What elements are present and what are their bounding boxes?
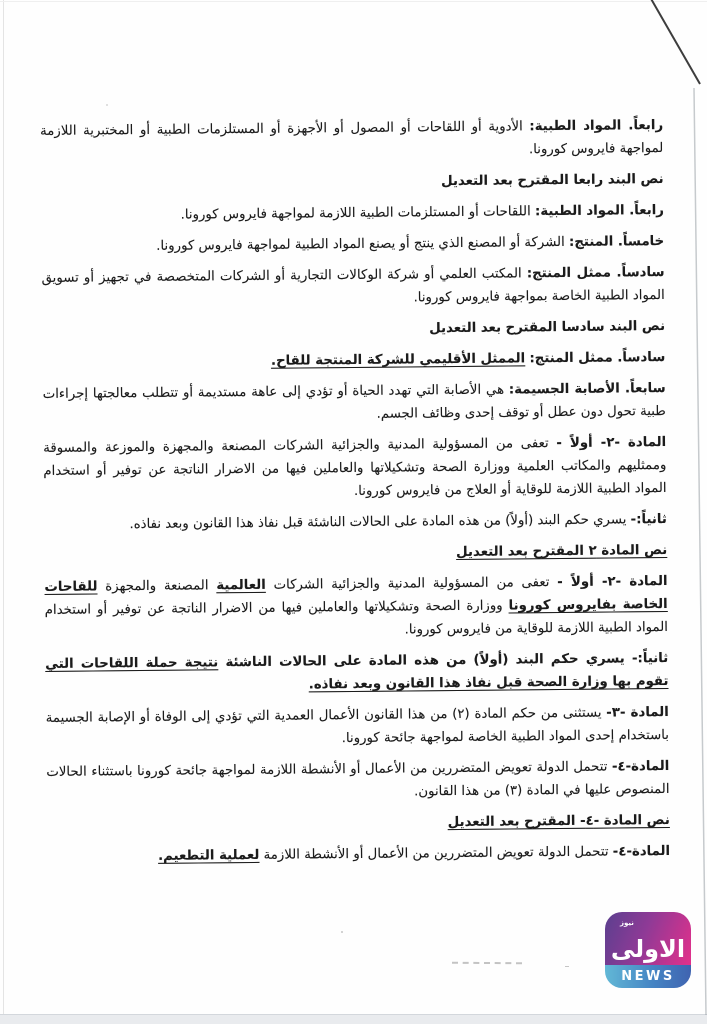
text-segment: يسري حكم البند (أولاً) من هذه المادة على الحالات الناشئة قبل نفاذ هذا القانون وبعد نفاذه. (129, 512, 631, 533)
text-segment: الممثل الأقليمي للشركة المنتجة للقاح. (270, 351, 526, 369)
text-segment: نص البند رابعا المقترح بعد التعديل (440, 171, 664, 190)
clause-seventh (43, 377, 666, 429)
logo-big-text: الاولى (610, 935, 686, 963)
text-segment: نتيجة حملة اللقاحات التي تقوم بها وزارة الصحة قبل نفاذ هذا القانون وبعد نفاذه. (45, 655, 669, 693)
scan-speck (341, 931, 343, 933)
scan-speck (106, 104, 108, 106)
text-segment: نص المادة ٢ المقترح بعد التعديل (456, 542, 668, 561)
heading-clause-sixth-amended (42, 315, 665, 344)
text-segment: المادة-٤- (612, 843, 671, 860)
text-segment: ووزارة الصحة وتشكيلاتها والعاملين فيها من الاضرار الناتجة عن توفير أو استخدام المواد الطبية اللازمة للوقاية من فايروس كورونا. (44, 598, 669, 638)
scan-speck (565, 966, 569, 967)
heading-clause-fourth-amended (41, 168, 664, 197)
text-segment: ثانياً:- (631, 650, 669, 667)
heading-article-2-amended (44, 539, 667, 568)
article-3 (46, 701, 669, 753)
text-segment: الأدوية أو اللقاحات أو المصول أو الأجهزة أو المستلزمات الطبية أو المختبرية اللازمة لمواجهة فايروس كورونا. (40, 119, 664, 158)
text-segment: تعفى من المسؤولية المدنية والجزائية الشركات المصنعة والمجهزة والموزعة والمسوقة وممثليهم والمكاتب العلمية ووزارة الصحة وتشكيلاتها والعاملين فيها من الاضرار الناتجة عن توفير أو استخدام المواد الطبية اللازمة للوقاية أو العلاج من فايروس كورونا. (43, 436, 667, 499)
text-segment: تتحمل الدولة تعويض المتضررين من الأعمال أو الأنشطة اللازمة لمواجهة جائحة كورونا باستثناء الحالات المنصوص عليها في المادة (٣) من هذا القانون. (46, 759, 670, 800)
page-edge-top (0, 1, 707, 2)
document-body (40, 114, 670, 877)
photo-bottom-strip (0, 1014, 707, 1024)
article-2-second-amended (45, 647, 668, 699)
text-segment: نص المادة -٤- المقترح بعد التعديل (447, 812, 670, 831)
clause-sixth-amended (42, 346, 665, 375)
text-segment: المصنعة والمجهزة (97, 578, 217, 595)
text-segment: سادساً. ممثل المنتج: (526, 264, 665, 282)
text-segment: خامساً. المنتج: (568, 233, 665, 250)
text-segment: المادة -٢- أولاً - (557, 573, 668, 591)
logo-small-text: نيوز (620, 919, 634, 927)
page-edge-left (3, 0, 4, 1024)
text-segment: يسري حكم البند (أولاً) من هذه المادة على الحالات الناشئة (218, 651, 633, 671)
text-segment: المكتب العلمي أو شركة الوكالات التجارية أو الشركات المتخصصة في تجهيز أو تسويق المواد الطبية الخاصة بمواجهة فايروس كورونا. (41, 266, 665, 306)
text-segment: المادة -٣- (606, 704, 669, 721)
clause-sixth-original (41, 261, 664, 313)
text-segment: تعفى من المسؤولية المدنية والجزائية الشركات (265, 575, 558, 593)
text-segment: الشركة أو المصنع الذي ينتج أو يصنع المواد الطبية لمواجهة فايروس كورونا. (156, 234, 570, 254)
text-segment: رابعاً. المواد الطبية: (529, 117, 664, 135)
article-4-amended (47, 840, 670, 869)
text-segment: رابعاً. المواد الطبية: (534, 202, 664, 220)
article-4-original (46, 755, 669, 807)
article-2-original (43, 431, 667, 506)
logo-news-banner: NEWS (605, 965, 691, 988)
text-segment: المادة-٤- (611, 758, 670, 775)
text-segment: سادساً. ممثل المنتج: (529, 349, 666, 367)
clause-fourth-amended (41, 199, 664, 228)
text-segment: يستثنى من حكم المادة (٢) من هذا القانون الأعمال العمدية التي تؤدي إلى الوفاة أو الإصابة الجسيمة باستخدام إحدى المواد الطبية الخاصة لمواجهة جائحة كورونا. (45, 705, 670, 747)
text-segment: تتحمل الدولة تعويض المتضررين من الأعمال أو الأنشطة اللازمة (259, 844, 613, 863)
heading-article-4-amended (47, 809, 670, 838)
logo-arabic-wordmark (605, 912, 691, 965)
article-2-amended (44, 570, 668, 645)
text-segment: للقاحات الخاصة بفايروس كورونا (44, 579, 668, 614)
text-segment: العالمية (216, 577, 266, 594)
clause-fifth (41, 230, 664, 259)
article-2-second-original (44, 508, 667, 537)
text-segment: اللقاحات أو المستلزمات الطبية اللازمة لمواجهة فايروس كورونا. (180, 204, 536, 223)
alawla-news-logo (605, 912, 691, 988)
text-segment: نص البند سادسا المقترح بعد التعديل (429, 318, 666, 337)
clause-fourth-original (40, 114, 663, 166)
text-segment: المادة -٢- أولاً - (556, 434, 667, 452)
text-segment: لعملية التطعيم. (158, 847, 260, 864)
text-segment: هي الأصابة التي تهدد الحياة أو تؤدي إلى عاهة مستديمة أو تتطلب معالجتها إجراءات طبية تحول دون عطل أو توقف إحدى وظائف الجسم. (42, 382, 666, 422)
text-segment: سابعاً. الأصابة الجسيمة: (508, 380, 666, 398)
text-segment: ثانياً:- (630, 511, 667, 528)
